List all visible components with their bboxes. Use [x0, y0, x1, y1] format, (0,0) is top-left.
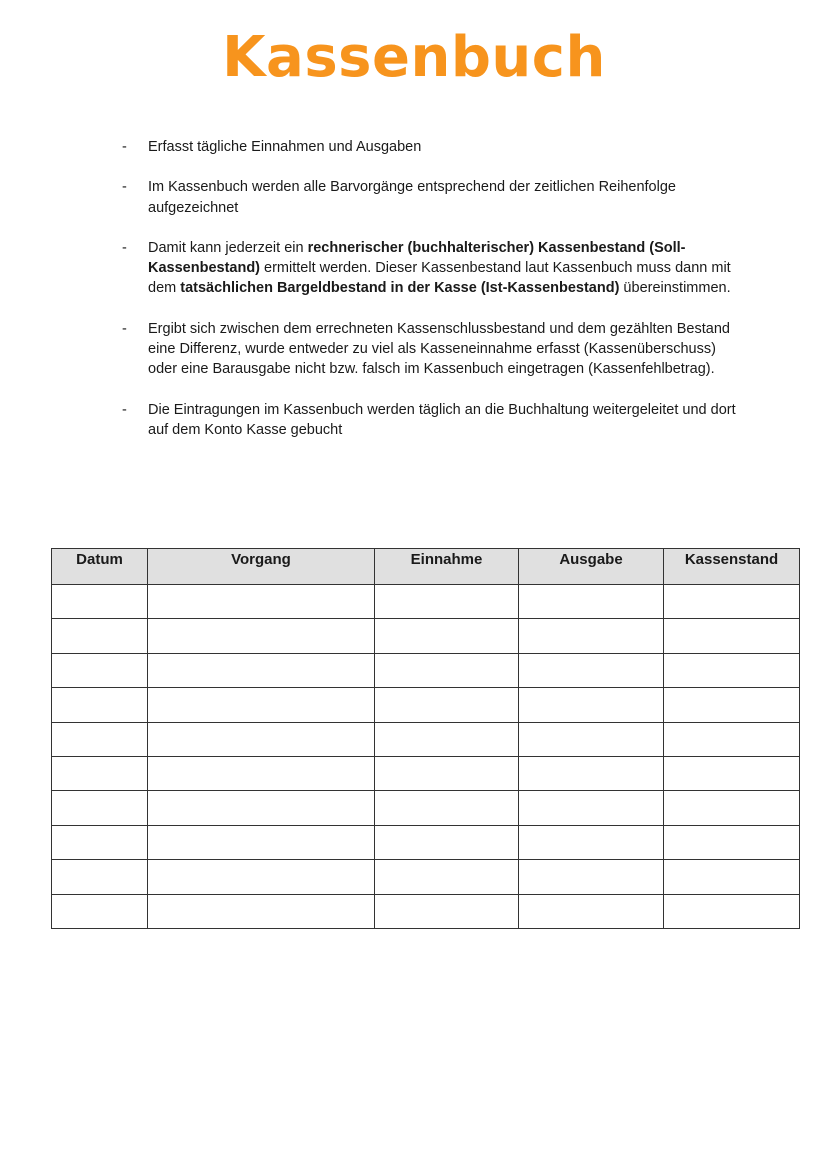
table-header-row [52, 549, 800, 585]
table-row [52, 585, 800, 619]
bullet-dash: - [122, 320, 127, 337]
bullet-text: Damit kann jederzeit ein [148, 239, 308, 256]
table-cell [148, 860, 375, 894]
table-cell [375, 860, 519, 894]
table-cell [664, 585, 800, 619]
bullet-dash: - [122, 401, 127, 418]
table-cell [375, 825, 519, 859]
bullet-dash: - [122, 179, 127, 196]
table-cell [148, 894, 375, 928]
bullet-dash: - [122, 139, 127, 155]
table-cell [664, 653, 800, 687]
table-cell [664, 894, 800, 928]
bullet-item [120, 137, 740, 157]
table-cell [375, 791, 519, 825]
table-cell [519, 860, 664, 894]
column-header-ausgabe: Ausgabe [519, 549, 664, 585]
table-cell [664, 688, 800, 722]
bullet-text: übereinstimmen. [619, 280, 731, 297]
bullet-item [120, 400, 740, 441]
table-row [52, 860, 800, 894]
table-body [52, 585, 800, 929]
table-row [52, 756, 800, 790]
table-cell [148, 619, 375, 653]
table-cell [375, 688, 519, 722]
cash-book-table [51, 548, 800, 929]
bullet-text: Erfasst tägliche Einnahmen und Ausgaben [148, 139, 422, 155]
table-cell [52, 653, 148, 687]
bullet-dash: - [122, 239, 127, 256]
bullet-text: Die Eintragungen im Kassenbuch werden täglich an die Buchhaltung weitergeleitet und dort auf dem Konto Kasse gebucht [148, 401, 736, 438]
column-header-kassenstand: Kassenstand [664, 549, 800, 585]
bullet-text: Ergibt sich zwischen dem errechneten Kassenschlussbestand und dem gezählten Bestand eine Differenz, wurde entweder zu viel als Kasseneinnahme erfasst (Kassenüberschuss) oder eine Barausgabe nicht bzw. falsch im Kassenbuch eingetragen (Kassenfehlbetrag). [148, 320, 730, 378]
table-cell [148, 722, 375, 756]
table-cell [148, 825, 375, 859]
bullet-text: Im Kassenbuch werden alle Barvorgänge entsprechend der zeitlichen Reihenfolge aufgezeichnet [148, 179, 676, 216]
table-cell [519, 653, 664, 687]
table-cell [52, 722, 148, 756]
table-row [52, 722, 800, 756]
table-cell [664, 791, 800, 825]
bullet-item [120, 177, 740, 218]
table-cell [519, 585, 664, 619]
table-cell [375, 585, 519, 619]
table-cell [519, 791, 664, 825]
table-cell [52, 756, 148, 790]
table-cell [148, 756, 375, 790]
table-row [52, 653, 800, 687]
table-cell [148, 688, 375, 722]
bullet-text-bold: tatsächlichen Bargeldbestand in der Kasse (Ist-Kassenbestand) [180, 280, 620, 297]
table-cell [664, 860, 800, 894]
bullet-text: ermittelt werden. Dieser Kassenbestand laut Kassenbuch muss dann mit dem [148, 260, 731, 297]
table-cell [519, 825, 664, 859]
column-header-vorgang: Vorgang [148, 549, 375, 585]
table-row [52, 791, 800, 825]
table-cell [519, 894, 664, 928]
table-cell [52, 825, 148, 859]
table-cell [664, 756, 800, 790]
bullet-item [120, 238, 740, 299]
bullet-text-bold: rechnerischer (buchhalterischer) Kassenbestand (Soll-Kassenbestand) [148, 239, 686, 277]
table-cell [375, 894, 519, 928]
table-cell [519, 756, 664, 790]
table-cell [519, 722, 664, 756]
column-header-einnahme: Einnahme [375, 549, 519, 585]
table-cell [375, 653, 519, 687]
table-row [52, 688, 800, 722]
table-cell [664, 825, 800, 859]
column-header-datum: Datum [52, 549, 148, 585]
table-cell [52, 688, 148, 722]
table-cell [148, 585, 375, 619]
table-cell [375, 722, 519, 756]
table-cell [519, 688, 664, 722]
table-row [52, 619, 800, 653]
table-cell [375, 756, 519, 790]
table-cell [52, 791, 148, 825]
table-cell [52, 619, 148, 653]
table-cell [375, 619, 519, 653]
table-cell [52, 860, 148, 894]
page-title: Kassenbuch [222, 25, 606, 90]
info-bullet-list [120, 137, 740, 460]
table-cell [664, 619, 800, 653]
bullet-item [120, 319, 740, 380]
table-row [52, 894, 800, 928]
table-cell [52, 585, 148, 619]
table-row [52, 825, 800, 859]
table-cell [148, 791, 375, 825]
table-cell [664, 722, 800, 756]
table-cell [148, 653, 375, 687]
table-cell [519, 619, 664, 653]
table-cell [52, 894, 148, 928]
